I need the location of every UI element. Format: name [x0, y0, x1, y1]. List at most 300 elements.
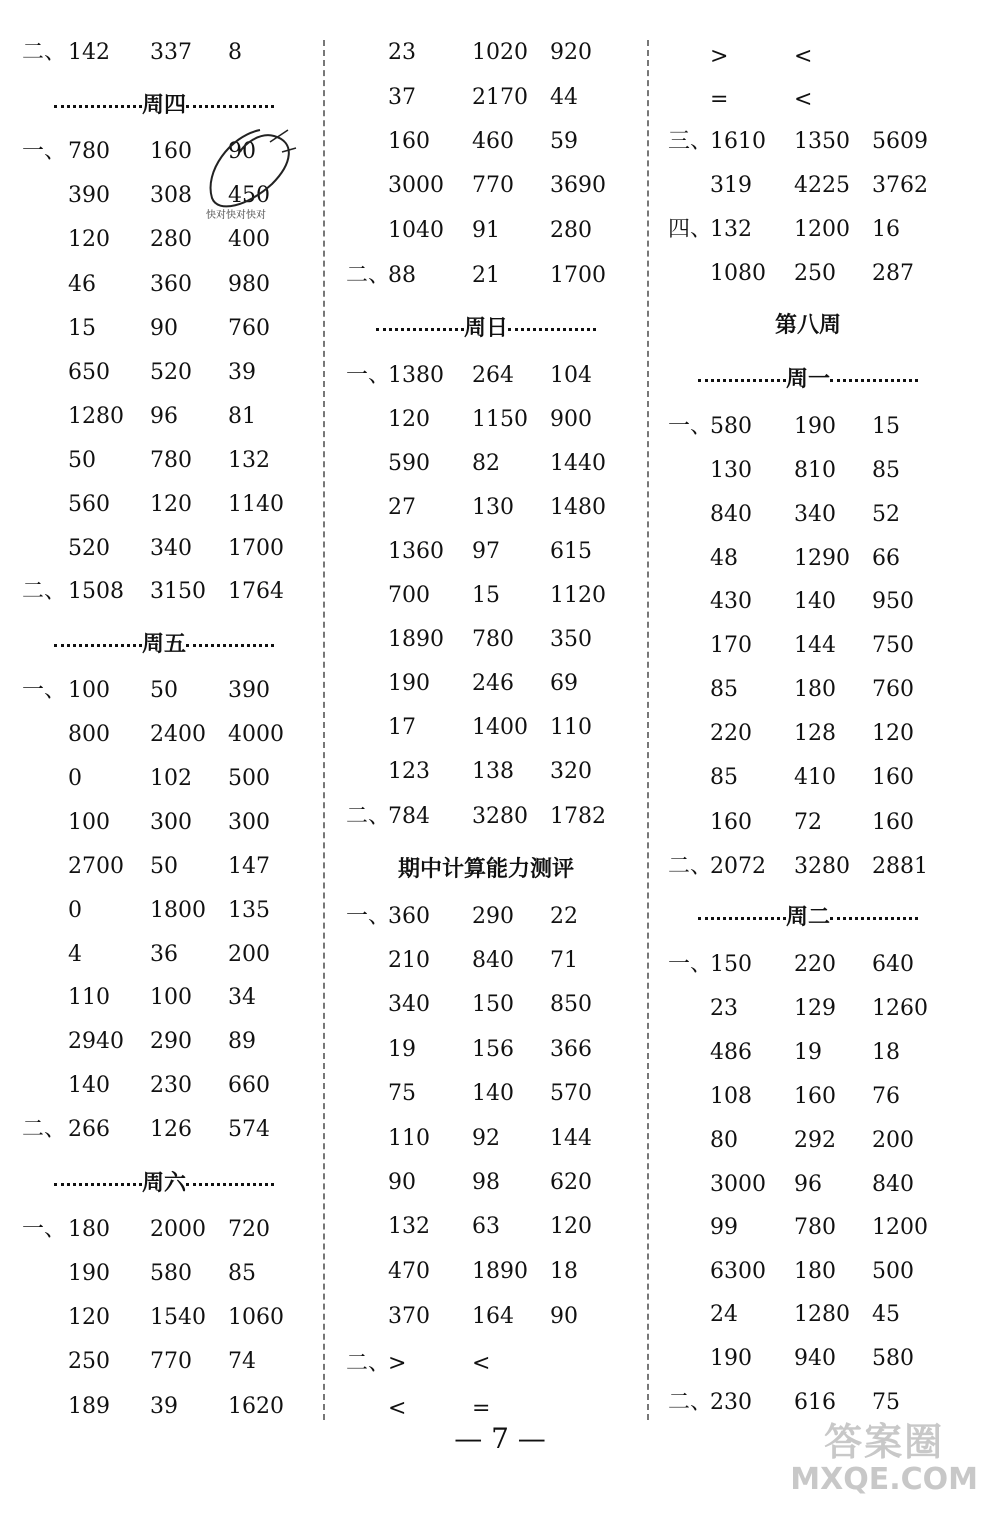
section-title: 周四	[141, 93, 186, 118]
answer-value: 390	[68, 183, 110, 208]
answer-value: 140	[472, 1081, 514, 1106]
dotted-leader	[186, 644, 274, 647]
answer-value: 590	[388, 451, 430, 476]
answer-value: 24	[710, 1302, 738, 1327]
answer-value: 780	[794, 1215, 836, 1240]
answer-value: 17	[388, 715, 416, 740]
answer-value: 620	[550, 1170, 592, 1195]
answer-value: 1350	[794, 129, 850, 154]
answer-value: 1040	[388, 218, 444, 243]
answer-value: 220	[710, 721, 752, 746]
answer-value: 470	[388, 1259, 430, 1284]
answer-value: 190	[794, 414, 836, 439]
answer-value: 410	[794, 765, 836, 790]
handwritten-circle-mark	[200, 122, 310, 232]
answer-value: 15	[872, 414, 900, 439]
answer-value: <	[472, 1351, 491, 1376]
question-number-label: 一、	[22, 1217, 67, 1242]
answer-value: 110	[68, 985, 110, 1010]
column-divider	[323, 40, 325, 1420]
answer-value: 660	[228, 1073, 270, 1098]
answer-value: 1620	[228, 1394, 284, 1419]
answer-value: 190	[710, 1346, 752, 1371]
answer-value: 130	[472, 495, 514, 520]
answer-value: 18	[550, 1259, 578, 1284]
answer-value: 123	[388, 759, 430, 784]
answer-value: 16	[872, 217, 900, 242]
answer-value: 15	[68, 316, 96, 341]
answer-value: 74	[228, 1349, 256, 1374]
answer-value: 160	[872, 810, 914, 835]
answer-value: 220	[794, 952, 836, 977]
answer-value: 2700	[68, 854, 124, 879]
answer-value: 800	[68, 722, 110, 747]
question-number-label: 一、	[346, 363, 391, 388]
answer-value: 75	[872, 1390, 900, 1415]
answer-value: 6300	[710, 1259, 766, 1284]
answer-value: 156	[472, 1037, 514, 1062]
answer-value: 340	[794, 502, 836, 527]
answer-value: 340	[150, 536, 192, 561]
answer-value: 1080	[710, 261, 766, 286]
answer-value: 85	[228, 1261, 256, 1286]
answer-value: 230	[710, 1390, 752, 1415]
answer-value: 189	[68, 1394, 110, 1419]
answer-value: 2072	[710, 854, 766, 879]
answer-value: 770	[150, 1349, 192, 1374]
answer-value: 4	[68, 942, 82, 967]
question-number-label: 一、	[22, 139, 67, 164]
answer-value: 36	[150, 942, 178, 967]
section-title: 周一	[785, 367, 830, 392]
dotted-leader	[830, 379, 918, 382]
watermark	[790, 1411, 978, 1497]
answer-value: 460	[472, 129, 514, 154]
answer-value: 320	[550, 759, 592, 784]
answer-value: 39	[228, 360, 256, 385]
answer-value: 160	[710, 810, 752, 835]
answer-value: 1700	[550, 263, 606, 288]
answer-value: =	[472, 1396, 491, 1421]
answer-value: 18	[872, 1040, 900, 1065]
answer-value: 69	[550, 671, 578, 696]
answer-value: 1150	[472, 407, 528, 432]
answer-value: 308	[150, 183, 192, 208]
answer-value: 250	[794, 261, 836, 286]
answer-value: 3150	[150, 579, 206, 604]
answer-value: 1200	[794, 217, 850, 242]
day-section-header	[690, 900, 926, 931]
answer-value: 1260	[872, 996, 928, 1021]
answer-value: 950	[872, 589, 914, 614]
answer-value: 2940	[68, 1029, 124, 1054]
answer-value: 246	[472, 671, 514, 696]
answer-value: 100	[150, 985, 192, 1010]
answer-value: 650	[68, 360, 110, 385]
question-number-label: 二、	[668, 854, 713, 879]
answer-value: 1120	[550, 583, 606, 608]
answer-value: <	[794, 44, 813, 69]
answer-value: 164	[472, 1304, 514, 1329]
answer-value: 19	[388, 1037, 416, 1062]
answer-value: 200	[228, 942, 270, 967]
answer-value: 574	[228, 1117, 270, 1142]
answer-value: 138	[472, 759, 514, 784]
answer-value: 850	[550, 992, 592, 1017]
answer-value: 120	[68, 1305, 110, 1330]
answer-value: 900	[550, 407, 592, 432]
answer-value: 80	[710, 1128, 738, 1153]
question-number-label: 一、	[668, 952, 713, 977]
question-number-label: 二、	[22, 1117, 67, 1142]
answer-value: 3690	[550, 173, 606, 198]
answer-value: 520	[150, 360, 192, 385]
answer-value: 120	[550, 1214, 592, 1239]
answer-value: 370	[388, 1304, 430, 1329]
answer-value: 1508	[68, 579, 124, 604]
question-number-label: 二、	[668, 1390, 713, 1415]
answer-value: 1380	[388, 363, 444, 388]
answer-value: 76	[872, 1084, 900, 1109]
answer-value: 1360	[388, 539, 444, 564]
answer-value: 1800	[150, 898, 206, 923]
section-title: 周六	[141, 1171, 186, 1196]
day-section-header	[690, 362, 926, 393]
question-number-label: 二、	[346, 263, 391, 288]
answer-value: 1782	[550, 804, 606, 829]
answer-value: 160	[794, 1084, 836, 1109]
answer-value: 500	[872, 1259, 914, 1284]
dotted-leader	[186, 1183, 274, 1186]
answer-value: 120	[68, 227, 110, 252]
answer-value: 150	[472, 992, 514, 1017]
answer-value: 5609	[872, 129, 928, 154]
answer-value: 280	[150, 227, 192, 252]
answer-value: 72	[794, 810, 822, 835]
answer-value: 144	[794, 633, 836, 658]
question-number-label: 二、	[346, 804, 391, 829]
answer-value: <	[388, 1396, 407, 1421]
answer-value: 120	[388, 407, 430, 432]
answer-value: 337	[150, 40, 192, 65]
answer-value: 98	[472, 1170, 500, 1195]
answer-value: 140	[68, 1073, 110, 1098]
answer-value: 360	[150, 272, 192, 297]
answer-value: 1280	[68, 404, 124, 429]
answer-value: 0	[68, 766, 82, 791]
answer-value: 360	[388, 904, 430, 929]
answer-value: 210	[388, 948, 430, 973]
answer-value: 1540	[150, 1305, 206, 1330]
answer-value: 2000	[150, 1217, 206, 1242]
answer-value: 1610	[710, 129, 766, 154]
answer-value: 39	[150, 1394, 178, 1419]
section-title: 周日	[463, 316, 508, 341]
answer-value: 180	[794, 1259, 836, 1284]
answer-value: 144	[550, 1126, 592, 1151]
answer-value: 287	[872, 261, 914, 286]
answer-value: 66	[872, 546, 900, 571]
answer-value: 160	[150, 139, 192, 164]
answer-value: 81	[228, 404, 256, 429]
answer-value: 1890	[472, 1259, 528, 1284]
answer-value: 520	[68, 536, 110, 561]
answer-value: 88	[388, 263, 416, 288]
answer-value: 1200	[872, 1215, 928, 1240]
answer-value: 780	[150, 448, 192, 473]
question-number-label: 二、	[22, 40, 67, 65]
answer-value: 100	[68, 678, 110, 703]
answer-value: 640	[872, 952, 914, 977]
answer-value: 97	[472, 539, 500, 564]
answer-value: 450	[228, 183, 270, 208]
answer-value: 750	[872, 633, 914, 658]
dotted-leader	[376, 328, 464, 331]
answer-value: 280	[550, 218, 592, 243]
answer-value: 319	[710, 173, 752, 198]
answer-value: 71	[550, 948, 578, 973]
answer-value: 90	[550, 1304, 578, 1329]
answer-value: 760	[872, 677, 914, 702]
answer-value: 104	[550, 363, 592, 388]
answer-value: 50	[150, 854, 178, 879]
answer-value: 780	[68, 139, 110, 164]
answer-value: 96	[794, 1172, 822, 1197]
answer-value: 840	[472, 948, 514, 973]
answer-value: 132	[388, 1214, 430, 1239]
answer-value: 400	[228, 227, 270, 252]
answer-value: 23	[710, 996, 738, 1021]
answer-value: 266	[68, 1117, 110, 1142]
answer-value: 22	[550, 904, 578, 929]
answer-value: 150	[710, 952, 752, 977]
answer-value: 3000	[388, 173, 444, 198]
section-title: 周五	[141, 632, 186, 657]
answer-value: 840	[872, 1172, 914, 1197]
answer-value: 23	[388, 40, 416, 65]
answer-value: 300	[228, 810, 270, 835]
answer-value: 366	[550, 1037, 592, 1062]
answer-value: 1480	[550, 495, 606, 520]
answer-value: 110	[550, 715, 592, 740]
answer-value: 140	[794, 589, 836, 614]
answer-value: 100	[68, 810, 110, 835]
answer-value: 700	[388, 583, 430, 608]
answer-value: 500	[228, 766, 270, 791]
answer-value: 2400	[150, 722, 206, 747]
answer-value: 110	[388, 1126, 430, 1151]
answer-value: 616	[794, 1390, 836, 1415]
answer-value: 3000	[710, 1172, 766, 1197]
question-number-label: 四、	[668, 217, 713, 242]
answer-value: >	[388, 1351, 407, 1376]
question-number-label: 二、	[346, 1351, 391, 1376]
page-number: — 7 —	[454, 1422, 546, 1455]
answer-value: 8	[228, 40, 242, 65]
answer-value: 15	[472, 583, 500, 608]
answer-value: 89	[228, 1029, 256, 1054]
dotted-leader	[830, 917, 918, 920]
answer-value: 90	[388, 1170, 416, 1195]
day-section-header	[44, 627, 284, 658]
answer-value: 128	[794, 721, 836, 746]
answer-value: 580	[872, 1346, 914, 1371]
answer-value: 91	[472, 218, 500, 243]
dotted-leader	[186, 105, 274, 108]
answer-value: 580	[710, 414, 752, 439]
question-number-label: 一、	[22, 678, 67, 703]
answer-value: 290	[150, 1029, 192, 1054]
answer-value: 340	[388, 992, 430, 1017]
answer-value: 75	[388, 1081, 416, 1106]
answer-value: 4225	[794, 173, 850, 198]
answer-value: 90	[150, 316, 178, 341]
answer-value: =	[710, 87, 729, 112]
answer-value: 1400	[472, 715, 528, 740]
answer-value: 3762	[872, 173, 928, 198]
answer-value: 120	[872, 721, 914, 746]
answer-value: 63	[472, 1214, 500, 1239]
answer-value: 160	[872, 765, 914, 790]
answer-value: 85	[710, 765, 738, 790]
dotted-leader	[54, 1183, 142, 1186]
answer-value: 264	[472, 363, 514, 388]
answer-value: 90	[228, 139, 256, 164]
day-section-header	[368, 311, 604, 342]
answer-value: 1890	[388, 627, 444, 652]
answer-value: 102	[150, 766, 192, 791]
answer-value: 430	[710, 589, 752, 614]
answer-value: 4000	[228, 722, 284, 747]
answer-value: 85	[710, 677, 738, 702]
answer-value: 300	[150, 810, 192, 835]
answer-value: 980	[228, 272, 270, 297]
chapter-heading: 第八周	[774, 313, 841, 338]
answer-value: 770	[472, 173, 514, 198]
answer-value: 126	[150, 1117, 192, 1142]
answer-value: 180	[68, 1217, 110, 1242]
watermark-url: MXQE.COM	[790, 1462, 978, 1497]
answer-value: 230	[150, 1073, 192, 1098]
answer-value: 132	[228, 448, 270, 473]
question-number-label: 三、	[668, 129, 713, 154]
answer-value: 1290	[794, 546, 850, 571]
answer-value: 142	[68, 40, 110, 65]
answer-value: 784	[388, 804, 430, 829]
answer-value: 486	[710, 1040, 752, 1065]
answer-value: 1060	[228, 1305, 284, 1330]
answer-value: 1020	[472, 40, 528, 65]
answer-value: 180	[794, 677, 836, 702]
answer-value: 840	[710, 502, 752, 527]
answer-value: 2881	[872, 854, 928, 879]
answer-value: 120	[150, 492, 192, 517]
answer-value: 0	[68, 898, 82, 923]
answer-value: 940	[794, 1346, 836, 1371]
answer-value: 46	[68, 272, 96, 297]
answer-value: 810	[794, 458, 836, 483]
answer-value: 50	[150, 678, 178, 703]
answer-value: 2170	[472, 85, 528, 110]
answer-value: 760	[228, 316, 270, 341]
answer-value: 190	[388, 671, 430, 696]
answer-value: 580	[150, 1261, 192, 1286]
answer-value: 132	[710, 217, 752, 242]
answer-value: 129	[794, 996, 836, 1021]
answer-value: 292	[794, 1128, 836, 1153]
answer-value: 190	[68, 1261, 110, 1286]
handwritten-note: 快对快对快对	[206, 210, 266, 221]
question-number-label: 一、	[346, 904, 391, 929]
answer-value: 570	[550, 1081, 592, 1106]
answer-value: <	[794, 87, 813, 112]
answer-value: 200	[872, 1128, 914, 1153]
answer-value: 160	[388, 129, 430, 154]
answer-value: 99	[710, 1215, 738, 1240]
answer-value: 45	[872, 1302, 900, 1327]
answer-value: 170	[710, 633, 752, 658]
answer-value: 3280	[794, 854, 850, 879]
answer-value: 1440	[550, 451, 606, 476]
answer-value: 615	[550, 539, 592, 564]
day-section-header	[44, 88, 284, 119]
answer-value: 92	[472, 1126, 500, 1151]
watermark-logo: 答案圈	[824, 1420, 945, 1464]
answer-value: 3280	[472, 804, 528, 829]
answer-value: 85	[872, 458, 900, 483]
answer-value: 59	[550, 129, 578, 154]
section-title: 周二	[785, 905, 830, 930]
answer-value: 82	[472, 451, 500, 476]
question-number-label: 二、	[22, 579, 67, 604]
dotted-leader	[698, 379, 786, 382]
answer-value: 720	[228, 1217, 270, 1242]
answer-value: 390	[228, 678, 270, 703]
answer-value: 130	[710, 458, 752, 483]
answer-value: 48	[710, 546, 738, 571]
answer-value: 27	[388, 495, 416, 520]
answer-value: 34	[228, 985, 256, 1010]
chapter-heading: 期中计算能力测评	[397, 857, 574, 882]
day-section-header	[44, 1166, 284, 1197]
question-number-label: 一、	[668, 414, 713, 439]
answer-value: 1764	[228, 579, 284, 604]
answer-value: 1140	[228, 492, 284, 517]
answer-value: 21	[472, 263, 500, 288]
answer-value: 50	[68, 448, 96, 473]
answer-value: 1280	[794, 1302, 850, 1327]
answer-value: 780	[472, 627, 514, 652]
answer-value: 290	[472, 904, 514, 929]
answer-value: 1700	[228, 536, 284, 561]
answer-value: 350	[550, 627, 592, 652]
answer-value: 19	[794, 1040, 822, 1065]
answer-value: 920	[550, 40, 592, 65]
answer-value: 147	[228, 854, 270, 879]
dotted-leader	[508, 328, 596, 331]
dotted-leader	[54, 105, 142, 108]
column-divider	[647, 40, 649, 1420]
dotted-leader	[698, 917, 786, 920]
answer-value: 96	[150, 404, 178, 429]
answer-value: 250	[68, 1349, 110, 1374]
dotted-leader	[54, 644, 142, 647]
answer-value: 52	[872, 502, 900, 527]
answer-value: 37	[388, 85, 416, 110]
answer-value: 135	[228, 898, 270, 923]
answer-value: >	[710, 44, 729, 69]
answer-value: 560	[68, 492, 110, 517]
